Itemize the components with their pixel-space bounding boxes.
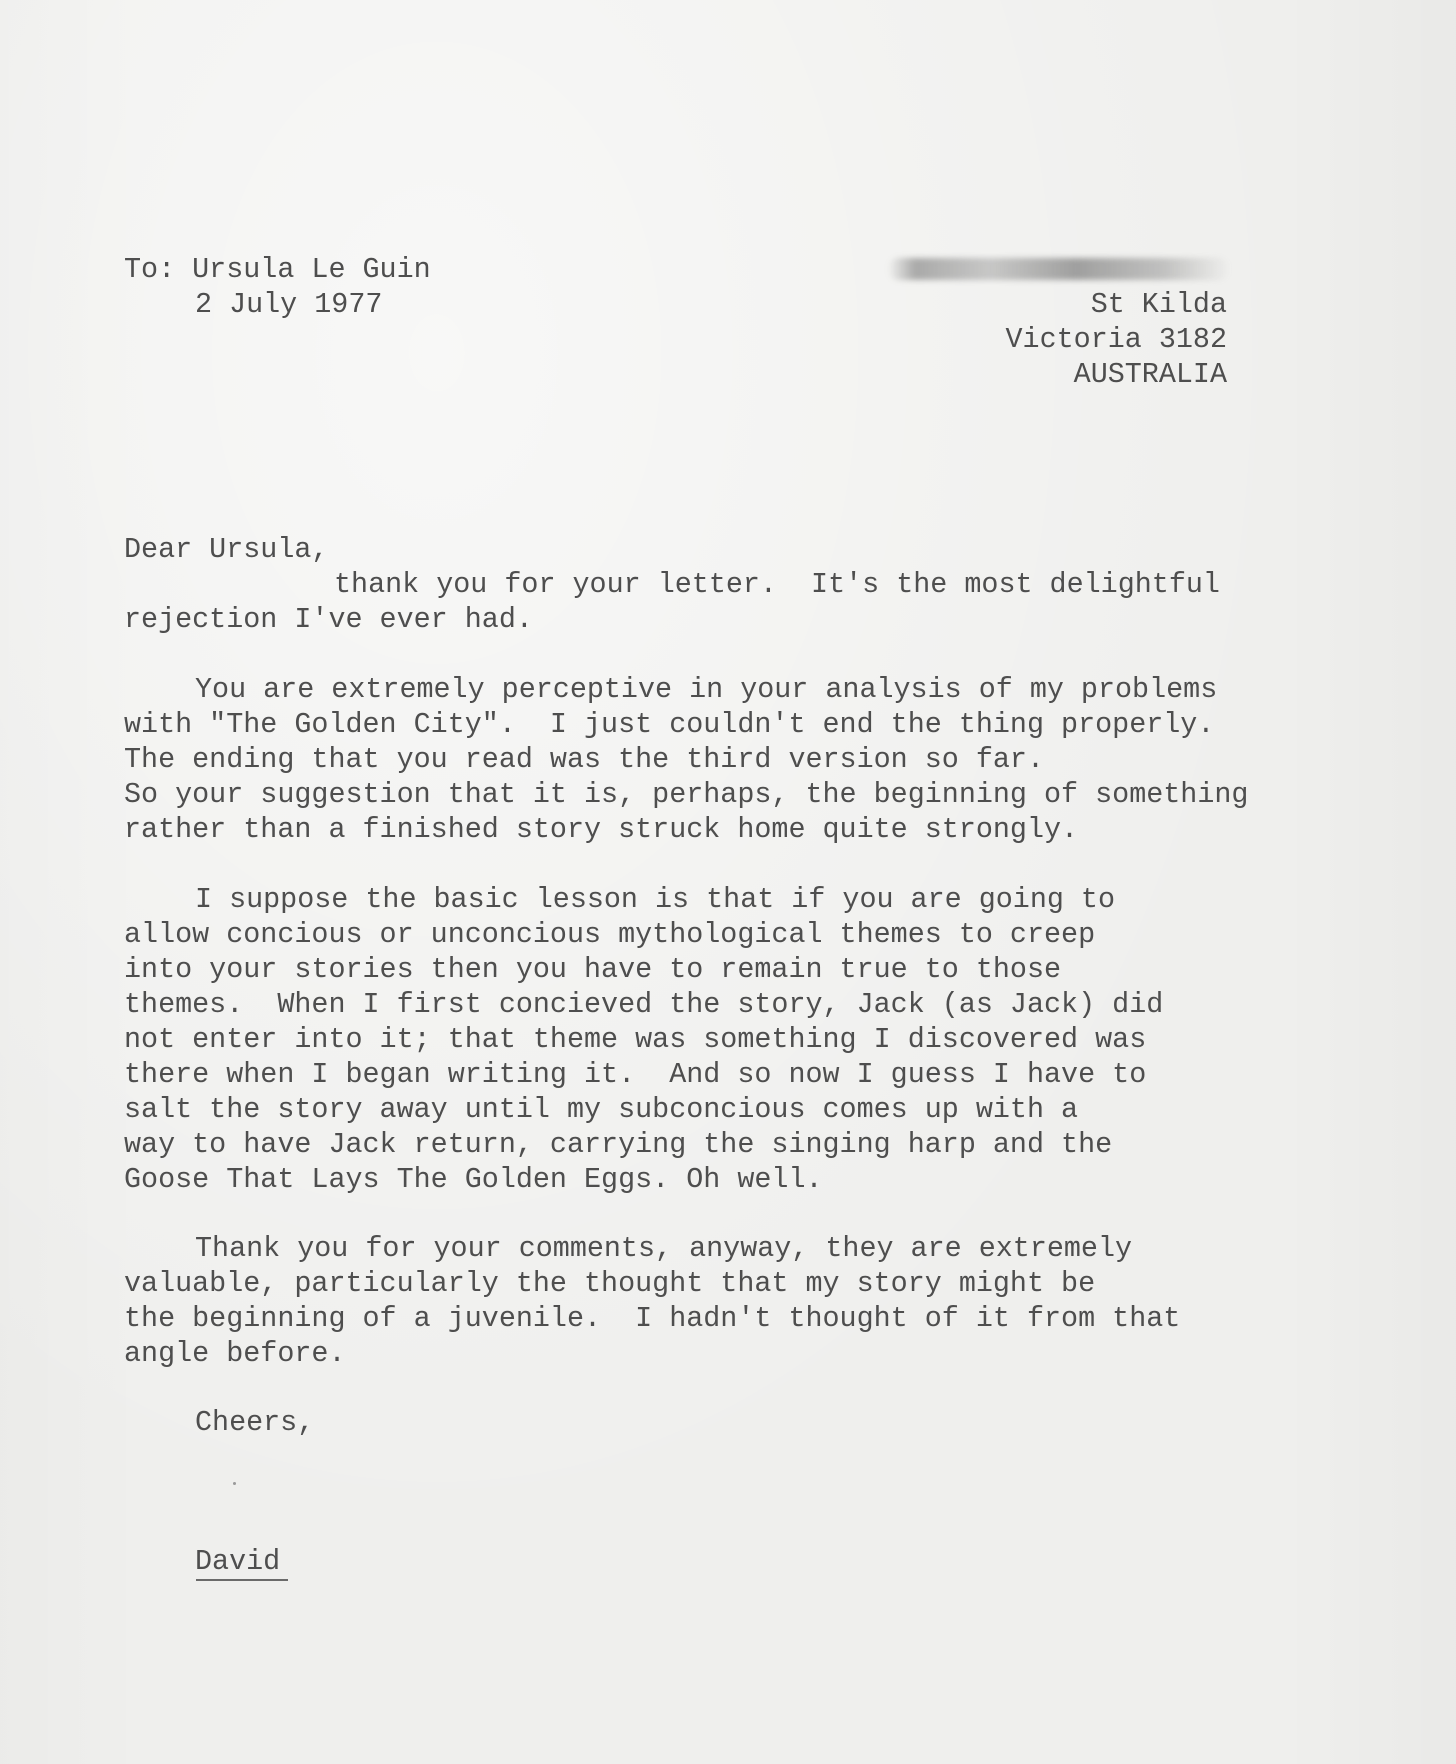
ink-fleck [233, 1482, 236, 1485]
body-line: I suppose the basic lesson is that if you are going to [195, 883, 1116, 916]
body-line: rejection I've ever had. [124, 603, 533, 636]
body-line: So your suggestion that it is, perhaps, the beginning of something [124, 778, 1249, 811]
body-line: You are extremely perceptive in your analysis of my problems [195, 673, 1218, 706]
body-line: not enter into it; that theme was something I discovered was [124, 1023, 1147, 1056]
signature: David [195, 1545, 281, 1578]
body-line: Thank you for your comments, anyway, they are extremely [195, 1232, 1133, 1265]
body-line: allow concious or unconcious mythological themes to creep [124, 918, 1096, 951]
signature-underline [196, 1579, 288, 1581]
redacted-street-address [888, 258, 1230, 280]
body-line: thank you for your letter. It's the most delightful [334, 568, 1220, 601]
letter-date: 2 July 1977 [195, 288, 383, 321]
salutation: Dear Ursula, [124, 533, 329, 566]
body-line: way to have Jack return, carrying the singing harp and the [124, 1128, 1113, 1161]
body-line: salt the story away until my subconcious comes up with a [124, 1093, 1079, 1126]
address-line-2: Victoria 3182 [1005, 323, 1227, 356]
body-line: with "The Golden City". I just couldn't end the thing properly. [124, 708, 1215, 741]
body-line: themes. When I first concieved the story, Jack (as Jack) did [124, 988, 1164, 1021]
body-line: the beginning of a juvenile. I hadn't thought of it from that [124, 1302, 1181, 1335]
body-line: rather than a finished story struck home quite strongly. [124, 813, 1079, 846]
body-line: The ending that you read was the third version so far. [124, 743, 1045, 776]
body-line: angle before. [124, 1337, 346, 1370]
body-line: Goose That Lays The Golden Eggs. Oh well. [124, 1163, 823, 1196]
closing: Cheers, [195, 1406, 315, 1439]
body-line: there when I began writing it. And so now I guess I have to [124, 1058, 1147, 1091]
recipient-line: To: Ursula Le Guin [124, 253, 431, 286]
address-line-3: AUSTRALIA [1073, 358, 1227, 391]
body-line: into your stories then you have to remain true to those [124, 953, 1062, 986]
address-line-1: St Kilda [1090, 288, 1227, 321]
body-line: valuable, particularly the thought that my story might be [124, 1267, 1096, 1300]
